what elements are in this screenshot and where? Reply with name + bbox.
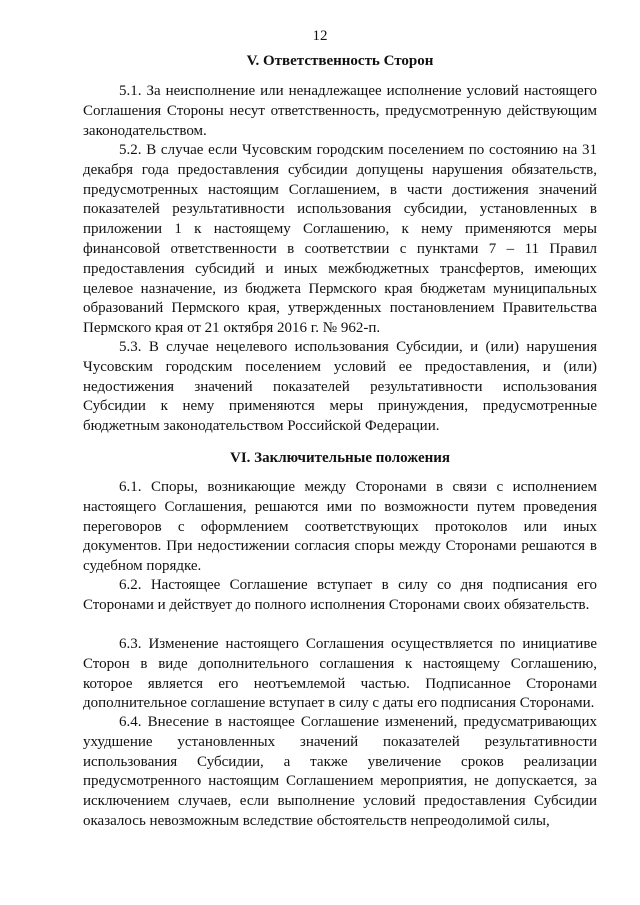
paragraph-6-3: 6.3. Изменение настоящего Соглашения осуществляется по инициативе Сторон в виде дополнительного соглашения к настоящему Соглашению, которое является его неотъемлемой частью. Подписанное Сторонами дополнительное соглашение вступает в силу с даты его подписания Сторонами.: [83, 636, 597, 712]
section-5-heading: V. Ответственность Сторон: [246, 53, 434, 69]
paragraph-6-2: 6.2. Настоящее Соглашение вступает в силу со дня подписания его Сторонами и действует до полного исполнения Сторонами своих обязательств.: [83, 577, 597, 613]
section-6-heading: VI. Заключительные положения: [230, 450, 450, 466]
paragraph-5-2: 5.2. В случае если Чусовским городским поселением по состоянию на 31 декабря года предоставления субсидии допущены нарушения обязательств, предусмотренных настоящим Соглашением, в части достижения значений показателей результативности использования субсидии, установленных в приложении 1 к настоящему Соглашению, к нему применяются меры финансовой ответственности в соответствии с пунктами 7 – 11 Правил предоставления субсидий и иных межбюджетных трансфертов, имеющих целевое назначение, из бюджета Пермского края бюджетам муниципальных образований Пермского края, утвержденных постановлением Правительства Пермского края от 21 октября 2016 г. № 962-п.: [83, 142, 597, 337]
paragraph-6-4: 6.4. Внесение в настоящее Соглашение изменений, предусматривающих ухудшение установленных значений показателей результативности использования Субсидии, а также увеличение сроков реализации предусмотренного настоящим Соглашением мероприятия, не допускается, за исключением случаев, если выполнение условий предоставления Субсидии оказалось невозможным вследствие обстоятельств непреодолимой силы,: [83, 714, 597, 829]
paragraph-6-1: 6.1. Споры, возникающие между Сторонами в связи с исполнением настоящего Соглашения, решаются ими по возможности путем проведения переговоров с оформлением соответствующих протоколов или иных документов. При недостижении согласия споры между Сторонами решаются в судебном порядке.: [83, 479, 597, 575]
page-number: 12: [312, 28, 328, 44]
paragraph-5-1: 5.1. За неисполнение или ненадлежащее исполнение условий настоящего Соглашения Стороны несут ответственность, предусмотренную действующим законодательством.: [83, 83, 597, 139]
paragraph-5-3: 5.3. В случае нецелевого использования Субсидии, и (или) нарушения Чусовским городским поселением условий ее предоставления, и (или) недостижения значений показателей результативности использования Субсидии к нему применяются меры принуждения, предусмотренные бюджетным законодательством Российской Федерации.: [83, 339, 597, 435]
